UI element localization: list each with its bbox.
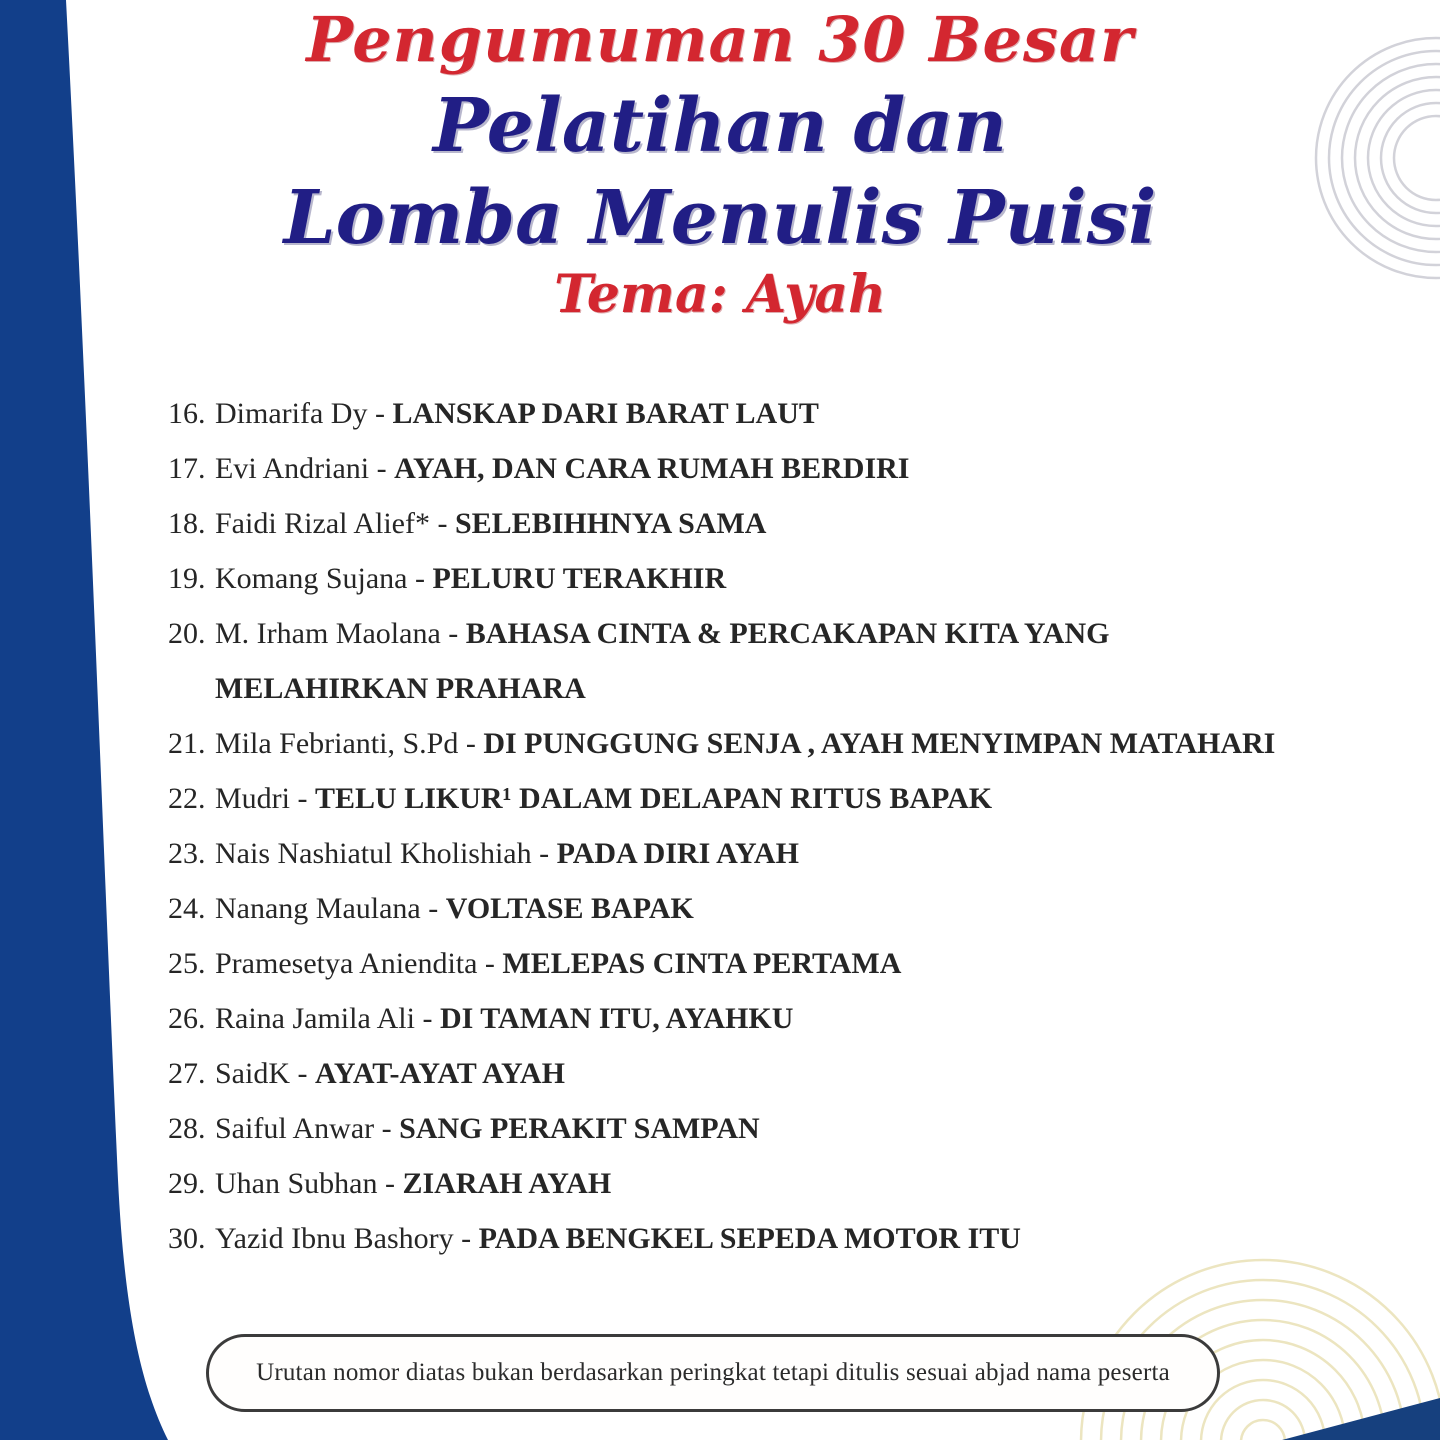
item-number: 24. [168, 892, 206, 925]
item-poem-title: DI PUNGGUNG SENJA , AYAH MENYIMPAN MATAHARI [483, 727, 1276, 760]
event-title-line-1: Pelatihan dan [433, 83, 1007, 169]
item-poem-title: LANSKAP DARI BARAT LAUT [392, 397, 819, 430]
item-name: SaidK - [215, 1057, 315, 1090]
item-number: 26. [168, 1002, 206, 1035]
list-item [168, 881, 1318, 936]
item-name: Nais Nashiatul Kholishiah - [215, 837, 557, 870]
item-name: Saiful Anwar - [215, 1112, 400, 1145]
list-item [168, 1211, 1318, 1266]
item-number: 17. [168, 452, 206, 485]
item-name: Mudri - [215, 782, 315, 815]
item-poem-title: MELEPAS CINTA PERTAMA [502, 947, 902, 980]
item-poem-title: PADA BENGKEL SEPEDA MOTOR ITU [478, 1222, 1021, 1255]
item-name: M. Irham Maolana - [215, 617, 466, 650]
list-item [168, 496, 1318, 551]
item-name: Pramesetya Aniendita - [215, 947, 503, 980]
concentric-circles-top-right-icon [1316, 38, 1440, 278]
announcement-title: Pengumuman 30 Besar [306, 3, 1134, 76]
item-number: 22. [168, 782, 206, 815]
item-number: 21. [168, 727, 206, 760]
item-number: 29. [168, 1167, 206, 1200]
item-poem-title: AYAT-AYAT AYAH [315, 1057, 565, 1090]
item-poem-title: BAHASA CINTA & PERCAKAPAN KITA YANG MELAHIRKAN PRAHARA [215, 617, 1110, 705]
item-poem-title: VOLTASE BAPAK [445, 892, 694, 925]
list-item [168, 991, 1318, 1046]
item-number: 28. [168, 1112, 206, 1145]
item-number: 20. [168, 617, 206, 650]
list-item [168, 1046, 1318, 1101]
item-poem-title: PELURU TERAKHIR [432, 562, 727, 595]
item-name: Evi Andriani - [215, 452, 395, 485]
winners-list [168, 386, 1318, 1266]
item-name: Mila Febrianti, S.Pd - [215, 727, 484, 760]
item-poem-title: AYAH, DAN CARA RUMAH BERDIRI [394, 452, 910, 485]
list-item [168, 441, 1318, 496]
item-poem-title: TELU LIKUR¹ DALAM DELAPAN RITUS BAPAK [315, 782, 993, 815]
item-number: 27. [168, 1057, 206, 1090]
item-name: Nanang Maulana - [215, 892, 446, 925]
item-name: Uhan Subhan - [215, 1167, 403, 1200]
item-number: 18. [168, 507, 206, 540]
item-number: 23. [168, 837, 206, 870]
poster-header [120, 0, 1320, 326]
item-name: Faidi Rizal Alief* - [215, 507, 455, 540]
item-poem-title: SELEBIHHNYA SAMA [454, 507, 767, 540]
list-item [168, 771, 1318, 826]
item-poem-title: SANG PERAKIT SAMPAN [399, 1112, 760, 1145]
item-name: Dimarifa Dy - [215, 397, 393, 430]
corner-wedge [1282, 1398, 1440, 1440]
list-item [168, 606, 1318, 716]
list-item [168, 1101, 1318, 1156]
footer-note-text: Urutan nomor diatas bukan berdasarkan peringkat tetapi ditulis sesuai abjad nama peserta [256, 1359, 1170, 1386]
item-poem-title: PADA DIRI AYAH [556, 837, 799, 870]
theme-subtitle: Tema: Ayah [554, 264, 886, 325]
item-name: Yazid Ibnu Bashory - [215, 1222, 479, 1255]
list-item [168, 1156, 1318, 1211]
item-poem-title: DI TAMAN ITU, AYAHKU [439, 1002, 794, 1035]
item-number: 25. [168, 947, 206, 980]
item-poem-title: ZIARAH AYAH [402, 1167, 612, 1200]
list-item [168, 551, 1318, 606]
list-item [168, 826, 1318, 881]
item-name: Komang Sujana - [215, 562, 433, 595]
list-item [168, 936, 1318, 991]
item-number: 19. [168, 562, 206, 595]
list-item [168, 716, 1318, 771]
event-title-line-2: Lomba Menulis Puisi [283, 175, 1157, 261]
item-name: Raina Jamila Ali - [215, 1002, 440, 1035]
item-number: 30. [168, 1222, 206, 1255]
item-number: 16. [168, 397, 206, 430]
list-item [168, 386, 1318, 441]
footer-note-box [206, 1334, 1220, 1412]
